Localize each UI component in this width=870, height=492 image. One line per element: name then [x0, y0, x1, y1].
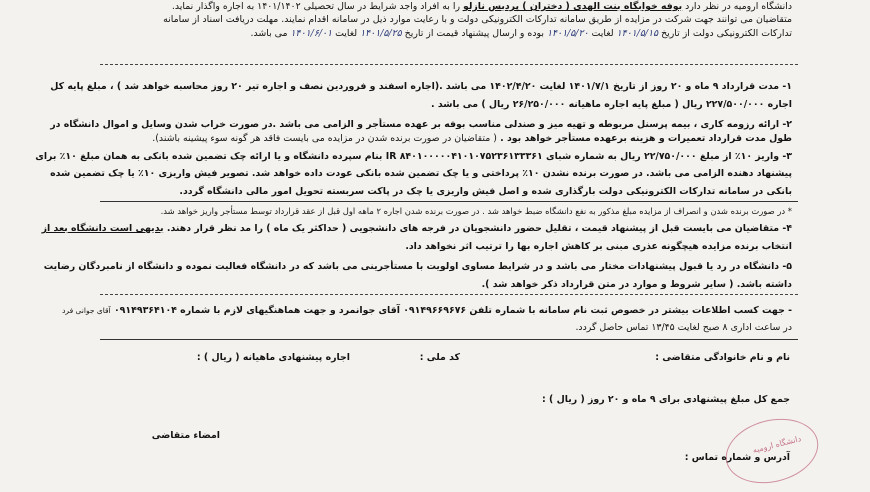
intro-text: را به افراد واجد شرایط در سال تحصیلی ۱۴۰۱/۱۴۰۲ به اجاره واگذار نماید. [171, 1, 463, 12]
item-2-line-2 [10, 132, 792, 145]
intro-text: لغایت [332, 28, 361, 39]
contact-line-1 [10, 304, 792, 317]
item-4-line-2: انتخاب برنده مزایده هیچگونه عذری مبنی بر کاهش اجاره بها را ترتیب اثر نخواهد داد. [405, 241, 792, 252]
monthly-rent-label: اجاره پیشنهادی ماهیانه ( ریال ) : [196, 352, 350, 363]
note-line: * در صورت برنده شدن و انصراف از مزایده مبلغ مذکور به نفع دانشگاه ضبط خواهد شد . در صورت برنده شدن اجاره ۲ ماهه اول قبل از عقد قرارداد توسط مستأجر واریز خواهد شد. [160, 206, 792, 216]
item-3-line-3: بانکی در سامانه تدارکات الکترونیکی دولت بارگذاری شده و اصل فیش واریزی یا چک در پاکت سربسته تحویل امور مالی دانشگاه گردد. [179, 186, 792, 197]
item-4-line-1 [10, 222, 792, 235]
contact-name-small: آقای جوانی فرد [62, 306, 111, 315]
item-4-text: ۴- متقاضیان می بایست قبل از پیشنهاد قیمت ، تقلیل حضور دانشجویان در فرجه های دانشجویی ( حداکثر یک ماه ) را مد نظر قرار دهند. [163, 223, 792, 234]
intro-text: دانشگاه ارومیه در نظر دارد [682, 1, 792, 12]
intro-text: بوده و ارسال پیشنهاد قیمت از تاریخ [401, 28, 547, 39]
address-label: آدرس و شماره تماس : [684, 452, 790, 463]
divider [100, 64, 798, 65]
item-4-underlined: بدیهی است دانشگاه بعد از [41, 223, 164, 234]
contact-text: - جهت کسب اطلاعات بیشتر در خصوص ثبت نام سامانه با شماره تلفن ۰۹۱۴۹۶۶۹۶۷۶ آقای جوانمرد و جهت هماهنگیهای لازم با شماره ۰۹۱۴۹۳۶۴۱۰۴ [110, 305, 792, 316]
stamp-text: دانشگاه ارومیه [751, 434, 803, 455]
divider [100, 201, 798, 202]
buffet-name: بوفه خوابگاه بنت الهدی ( دختران ) پردیس نازلو [463, 1, 683, 12]
intro-line-1 [10, 0, 792, 13]
divider [100, 339, 798, 340]
item-5-line-1: ۵- دانشگاه در رد یا قبول پیشنهادات مختار می باشد و در شرایط مساوی اولویت با مستأجرینی می باشد که در دانشگاه فعالیت نموده و دانشگاه از نامبردگان رضایت [43, 261, 792, 272]
item-5-line-2: داشته باشد. ( سایر شروط و موارد در متن قرارداد ذکر خواهد شد ). [481, 279, 792, 290]
item-2-line-1: ۲- ارائه رزومه کاری ، بیمه پرسنل مربوطه و تهیه میز و صندلی مناسب بوفه بر عهده مستأجر و الزامی می باشد .در صورت خراب شدن وسایل و اموال دانشگاه در [50, 119, 792, 130]
item-1-line-1: ۱- مدت قرارداد ۹ ماه و ۲۰ روز از تاریخ ۱۴۰۱/۷/۱ لغایت ۱۴۰۲/۴/۲۰ می باشد .(اجاره اسفند و فروردین نصف و اجاره تیر ۲۰ روز محاسبه خواهد شد ) ، مبلغ پایه کل [50, 81, 792, 92]
handwritten-date: ۱۴۰۱/۵/۲۵ [360, 28, 402, 39]
intro-line-2: متقاضیان می توانند جهت شرکت در مزایده از طریق سامانه تدارکات الکترونیکی دولت و با رعایت موارد ذیل در سامانه اقدام نمایند. مهلت دریافت اسناد از سامانه [163, 14, 792, 25]
intro-text: تدارکات الکترونیکی دولت از تاریخ [658, 28, 792, 39]
item-3-line-1: ۳- واریز ۱۰٪ از مبلغ ۲۲/۷۵۰/۰۰۰ ریال به شماره شبای IR ۸۴۰۱۰۰۰۰۰۴۱۰۱۰۷۵۲۳۶۱۳۳۳۶۱ بنام سپرده دانشگاه و یا ارائه چک تضمین شده بانکی به همان مبلغ ۱۰٪ برای [35, 151, 792, 162]
item-3-line-2: پیشنهاد دهنده الزامی می باشد. در صورت برنده نشدن ۱۰٪ پرداختی و یا چک تضمین شده بانکی عودت داده خواهد شد. تصویر فیش واریزی ۱۰٪ یا چک تضمین شده [50, 168, 792, 179]
intro-text: لغایت [588, 28, 617, 39]
item-2-text: طول مدت قرارداد تعمیرات و هزینه برعهده مستأجر خواهد بود . [500, 133, 792, 144]
item-2-note: ( متقاضیان در صورت برنده شدن در مزایده می بایست فاقد هر گونه سوء پیشینه باشند). [152, 133, 497, 144]
contact-line-2: در ساعت اداری ۸ صبح لغایت ۱۳/۴۵ تماس حاصل گردد. [575, 322, 792, 333]
national-id-label: کد ملی : [419, 352, 460, 363]
applicant-name-label: نام و نام خانوادگی متقاضی : [655, 352, 790, 363]
intro-text: می باشد. [250, 28, 291, 39]
intro-line-3 [10, 27, 792, 40]
divider [100, 294, 798, 295]
handwritten-date: ۱۴۰۱/۵/۲۰ [546, 28, 589, 39]
item-1-line-2: اجاره ۲۲۷/۵۰۰/۰۰۰ ریال ( مبلغ پایه اجاره ماهیانه ۲۶/۲۵۰/۰۰۰ ریال ) می باشد . [431, 99, 792, 110]
signature-label: امضاء متقاضی [151, 430, 220, 441]
total-offer-label: جمع کل مبلغ پیشنهادی برای ۹ ماه و ۲۰ روز ( ریال ) : [542, 394, 790, 405]
handwritten-date: ۱۴۰۱/۶/۰۱ [290, 28, 333, 39]
stamp-seal [719, 410, 825, 492]
handwritten-date: ۱۴۰۱/۵/۱۵ [616, 28, 659, 39]
